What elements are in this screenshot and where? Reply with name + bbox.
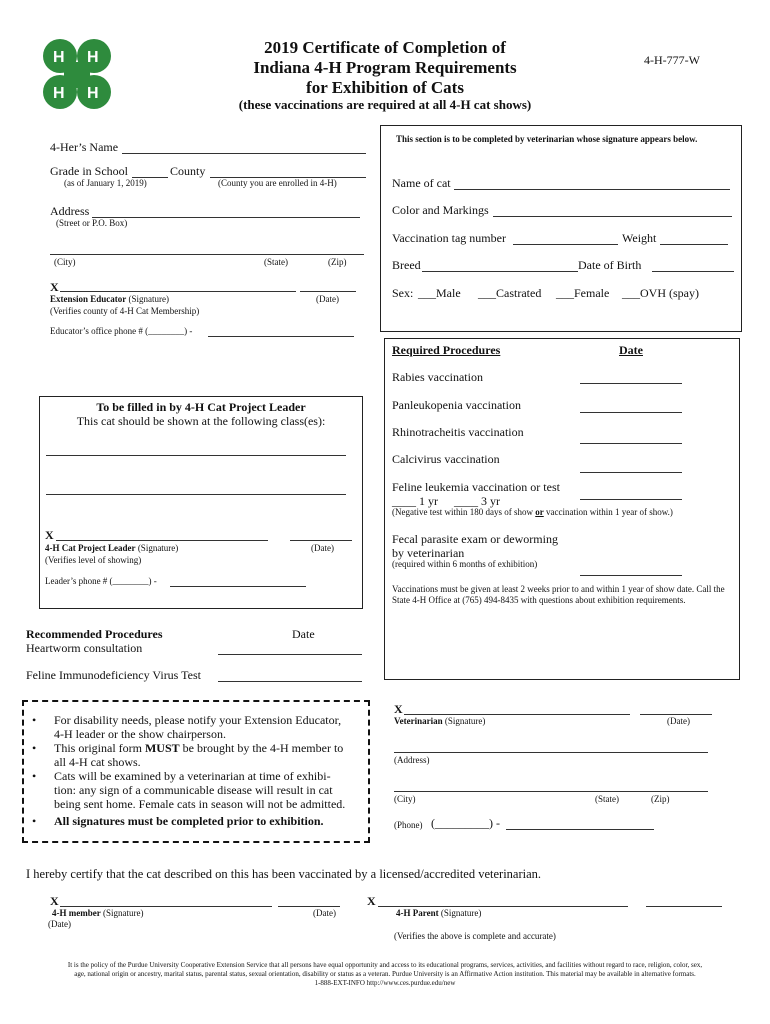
- member-sig-x: X: [50, 894, 59, 908]
- state-label: (State): [264, 257, 288, 267]
- recommended-date-header: Date: [292, 627, 315, 641]
- footer-line-1: It is the policy of the Purdue University Cooperative Extension Service that all persons have equal opportunity and access to its educational programs, services, activities, and facilities without regard to race, religion, color, sex,: [67, 961, 703, 969]
- footer-line-3: 1-888-EXT-INFO http://www.ces.purdue.edu/new: [314, 979, 456, 987]
- procedure-rabies: Rabies vaccination: [392, 370, 483, 384]
- member-name-label: 4-Her’s Name: [50, 140, 119, 154]
- negative-note-a: (Negative test within 180 days of show: [392, 507, 536, 517]
- educator-label-row: [50, 294, 169, 304]
- subtitle: (these vaccinations are required at all 4-H cat shows): [238, 97, 532, 112]
- vet-sig-field[interactable]: [404, 714, 630, 715]
- sex-option-female[interactable]: ___Female: [556, 286, 610, 300]
- leader-date-label: (Date): [311, 543, 334, 553]
- dob-label: Date of Birth: [578, 258, 642, 272]
- bullet-icon: •: [32, 713, 37, 727]
- svg-text:H: H: [53, 85, 65, 102]
- county-label: County: [170, 164, 206, 178]
- leukemia-1yr[interactable]: ____ 1 yr: [392, 494, 438, 508]
- fiv-date-field[interactable]: [218, 681, 362, 682]
- leader-date-field[interactable]: [290, 540, 352, 541]
- leader-subtitle: This cat should be shown at the following class(es):: [76, 414, 326, 428]
- leader-verify: (Verifies level of showing): [45, 555, 142, 565]
- vet-instruction: This section is to be completed by veterinarian whose signature appears below.: [396, 134, 698, 144]
- leader-label-row: [45, 543, 178, 553]
- zip-label: (Zip): [328, 257, 347, 267]
- sex-option-ovh[interactable]: ___OVH (spay): [622, 286, 699, 300]
- leader-sig-note: (Signature): [137, 543, 179, 553]
- city-label: (City): [54, 257, 76, 267]
- educator-sig-field[interactable]: [60, 291, 296, 292]
- address-field[interactable]: [92, 217, 360, 218]
- vet-date-label: (Date): [667, 716, 690, 726]
- vet-city-field[interactable]: [394, 791, 708, 792]
- educator-date-label: (Date): [316, 294, 339, 304]
- procedures-header: Required Procedures: [392, 343, 501, 357]
- negative-note-or: or: [535, 507, 544, 517]
- heartworm-date-field[interactable]: [218, 654, 362, 655]
- vet-state-label: (State): [595, 794, 619, 804]
- address-label: Address: [50, 204, 90, 218]
- panleukopenia-date-field[interactable]: [580, 412, 682, 413]
- procedure-feline-leukemia: Feline leukemia vaccination or test: [392, 480, 560, 494]
- member-sig-note: (Signature): [102, 908, 144, 918]
- fecal-date-field[interactable]: [580, 575, 682, 576]
- negative-note: [392, 507, 673, 517]
- breed-field[interactable]: [422, 271, 578, 272]
- vaccination-note: Vaccinations must be given at least 2 weeks prior to and within 1 year of show date. Call the State 4-H Office at (765) 494-8435 with questions about exhibition requirements.: [392, 584, 725, 605]
- vet-date-field[interactable]: [640, 714, 712, 715]
- breed-label: Breed: [392, 258, 421, 272]
- svg-text:H: H: [87, 85, 99, 102]
- vet-sig-x: X: [394, 702, 403, 716]
- vet-phone-parens: (_________) -: [431, 816, 500, 830]
- parent-verify: (Verifies the above is complete and accurate): [394, 931, 556, 941]
- bullet-icon: •: [32, 741, 37, 755]
- certify-statement: I hereby certify that the cat described on this has been vaccinated by a licensed/accredited veterinarian.: [26, 867, 542, 881]
- member-label: 4-H member: [52, 908, 101, 918]
- clover-icon: [34, 32, 120, 118]
- educator-verify: (Verifies county of 4-H Cat Membership): [50, 306, 200, 316]
- procedures-date-header: Date: [619, 343, 643, 357]
- educator-phone-field[interactable]: [208, 336, 354, 337]
- note-form-must-a: This original form: [54, 741, 145, 755]
- leukemia-3yr[interactable]: ____ 3 yr: [454, 494, 500, 508]
- parent-label: 4-H Parent: [396, 908, 439, 918]
- address-sub: (Street or P.O. Box): [56, 218, 128, 228]
- leader-title: To be filled in by 4-H Cat Project Leader: [96, 400, 306, 414]
- weight-label: Weight: [622, 231, 657, 245]
- note-exam-2: tion: any sign of a communicable disease will result in cat: [54, 783, 333, 797]
- leader-phone-field[interactable]: [170, 586, 306, 587]
- parent-sig-field[interactable]: [378, 906, 628, 907]
- vet-address-label: (Address): [394, 755, 430, 765]
- cat-name-label: Name of cat: [392, 176, 451, 190]
- member-date-field[interactable]: [278, 906, 340, 907]
- leukemia-date-field[interactable]: [580, 499, 682, 500]
- note-form-must-1: [54, 741, 343, 756]
- bullet-icon: •: [32, 814, 37, 828]
- grade-label: Grade in School: [50, 164, 128, 178]
- color-label: Color and Markings: [392, 203, 489, 217]
- class-field-2[interactable]: [46, 494, 346, 495]
- grade-sub: (as of January 1, 2019): [64, 178, 147, 188]
- note-form-must-2: all 4-H cat shows.: [54, 755, 141, 769]
- vet-sig-note: (Signature): [444, 716, 486, 726]
- recommended-heartworm: Heartworm consultation: [26, 641, 143, 655]
- parent-label-row: [396, 908, 481, 918]
- procedure-calcivirus: Calcivirus vaccination: [392, 452, 500, 466]
- sex-option-male[interactable]: ___Male: [418, 286, 461, 300]
- sex-label: Sex:: [392, 286, 414, 300]
- county-sub: (County you are enrolled in 4-H): [218, 178, 337, 188]
- note-exam-3: being sent home. Female cats in season will not be admitted.: [54, 797, 346, 811]
- svg-text:H: H: [87, 49, 99, 66]
- fecal-line-2: by veterinarian: [392, 546, 465, 560]
- note-exam-1: Cats will be examined by a veterinarian at time of exhibi-: [54, 769, 331, 783]
- member-name-field[interactable]: [122, 153, 366, 154]
- educator-label: Extension Educator: [50, 294, 127, 304]
- member-date-label-2: (Date): [48, 919, 71, 929]
- 4h-clover-logo: [34, 32, 120, 118]
- vet-phone-label: (Phone): [394, 820, 423, 830]
- educator-sig-note: (Signature): [128, 294, 170, 304]
- footer-line-2: age, national origin or ancestry, marital status, parental status, sexual orientation, disability or status as a veteran. Purdue University is an Affirmative Action institution. This material may be available in alternative formats.: [74, 970, 696, 978]
- color-field[interactable]: [493, 216, 732, 217]
- class-field-1[interactable]: [46, 455, 346, 456]
- note-disability-2: 4-H leader or the show chairperson.: [54, 727, 226, 741]
- member-sig-field[interactable]: [60, 906, 272, 907]
- rhinotracheitis-date-field[interactable]: [580, 443, 682, 444]
- leader-label: 4-H Cat Project Leader: [45, 543, 136, 553]
- educator-phone: Educator’s office phone # (________) -: [50, 326, 193, 336]
- recommended-fiv: Feline Immunodeficiency Virus Test: [26, 668, 201, 682]
- logo-letter: H: [53, 49, 65, 66]
- educator-sig-x: X: [50, 280, 59, 294]
- cat-name-field[interactable]: [454, 189, 730, 190]
- bullet-icon: •: [32, 769, 37, 783]
- fecal-sub: (required within 6 months of exhibition): [392, 559, 538, 569]
- title-line-1: 2019 Certificate of Completion of: [264, 38, 506, 57]
- parent-sig-x: X: [367, 894, 376, 908]
- educator-date-field[interactable]: [300, 291, 356, 292]
- leader-phone: Leader’s phone # (________) -: [45, 576, 157, 586]
- dob-field[interactable]: [652, 271, 734, 272]
- parent-sig-note: (Signature): [440, 908, 482, 918]
- city-field[interactable]: [50, 254, 364, 255]
- fecal-line-1: Fecal parasite exam or deworming: [392, 532, 558, 546]
- weight-field[interactable]: [660, 244, 728, 245]
- form-code: 4-H-777-W: [644, 53, 700, 67]
- procedure-rhinotracheitis: Rhinotracheitis vaccination: [392, 425, 524, 439]
- tag-field[interactable]: [513, 244, 618, 245]
- note-disability-1: For disability needs, please notify your Extension Educator,: [54, 713, 342, 727]
- note-signatures: All signatures must be completed prior to exhibition.: [54, 814, 324, 828]
- title-line-2: Indiana 4-H Program Requirements: [253, 58, 517, 77]
- sex-option-castrated[interactable]: ___Castrated: [478, 286, 542, 300]
- vet-label-row: [394, 716, 485, 726]
- parent-date-field[interactable]: [646, 906, 722, 907]
- calcivirus-date-field[interactable]: [580, 472, 682, 473]
- rabies-date-field[interactable]: [580, 383, 682, 384]
- vet-zip-label: (Zip): [651, 794, 670, 804]
- leader-sig-field[interactable]: [56, 540, 268, 541]
- vet-city-label: (City): [394, 794, 416, 804]
- procedure-panleukopenia: Panleukopenia vaccination: [392, 398, 521, 412]
- title-line-3: for Exhibition of Cats: [306, 78, 464, 97]
- vet-address-field[interactable]: [394, 752, 708, 753]
- negative-note-b: vaccination within 1 year of show.): [543, 507, 673, 517]
- vet-phone-field[interactable]: [506, 829, 654, 830]
- leader-sig-x: X: [45, 528, 54, 542]
- member-label-row: [52, 908, 143, 918]
- member-date-label: (Date): [313, 908, 336, 918]
- tag-label: Vaccination tag number: [392, 231, 506, 245]
- recommended-header: Recommended Procedures: [26, 627, 163, 641]
- vet-label: Veterinarian: [394, 716, 443, 726]
- note-form-must-bold: MUST: [144, 741, 180, 755]
- note-form-must-b: be brought by the 4-H member to: [179, 741, 344, 755]
